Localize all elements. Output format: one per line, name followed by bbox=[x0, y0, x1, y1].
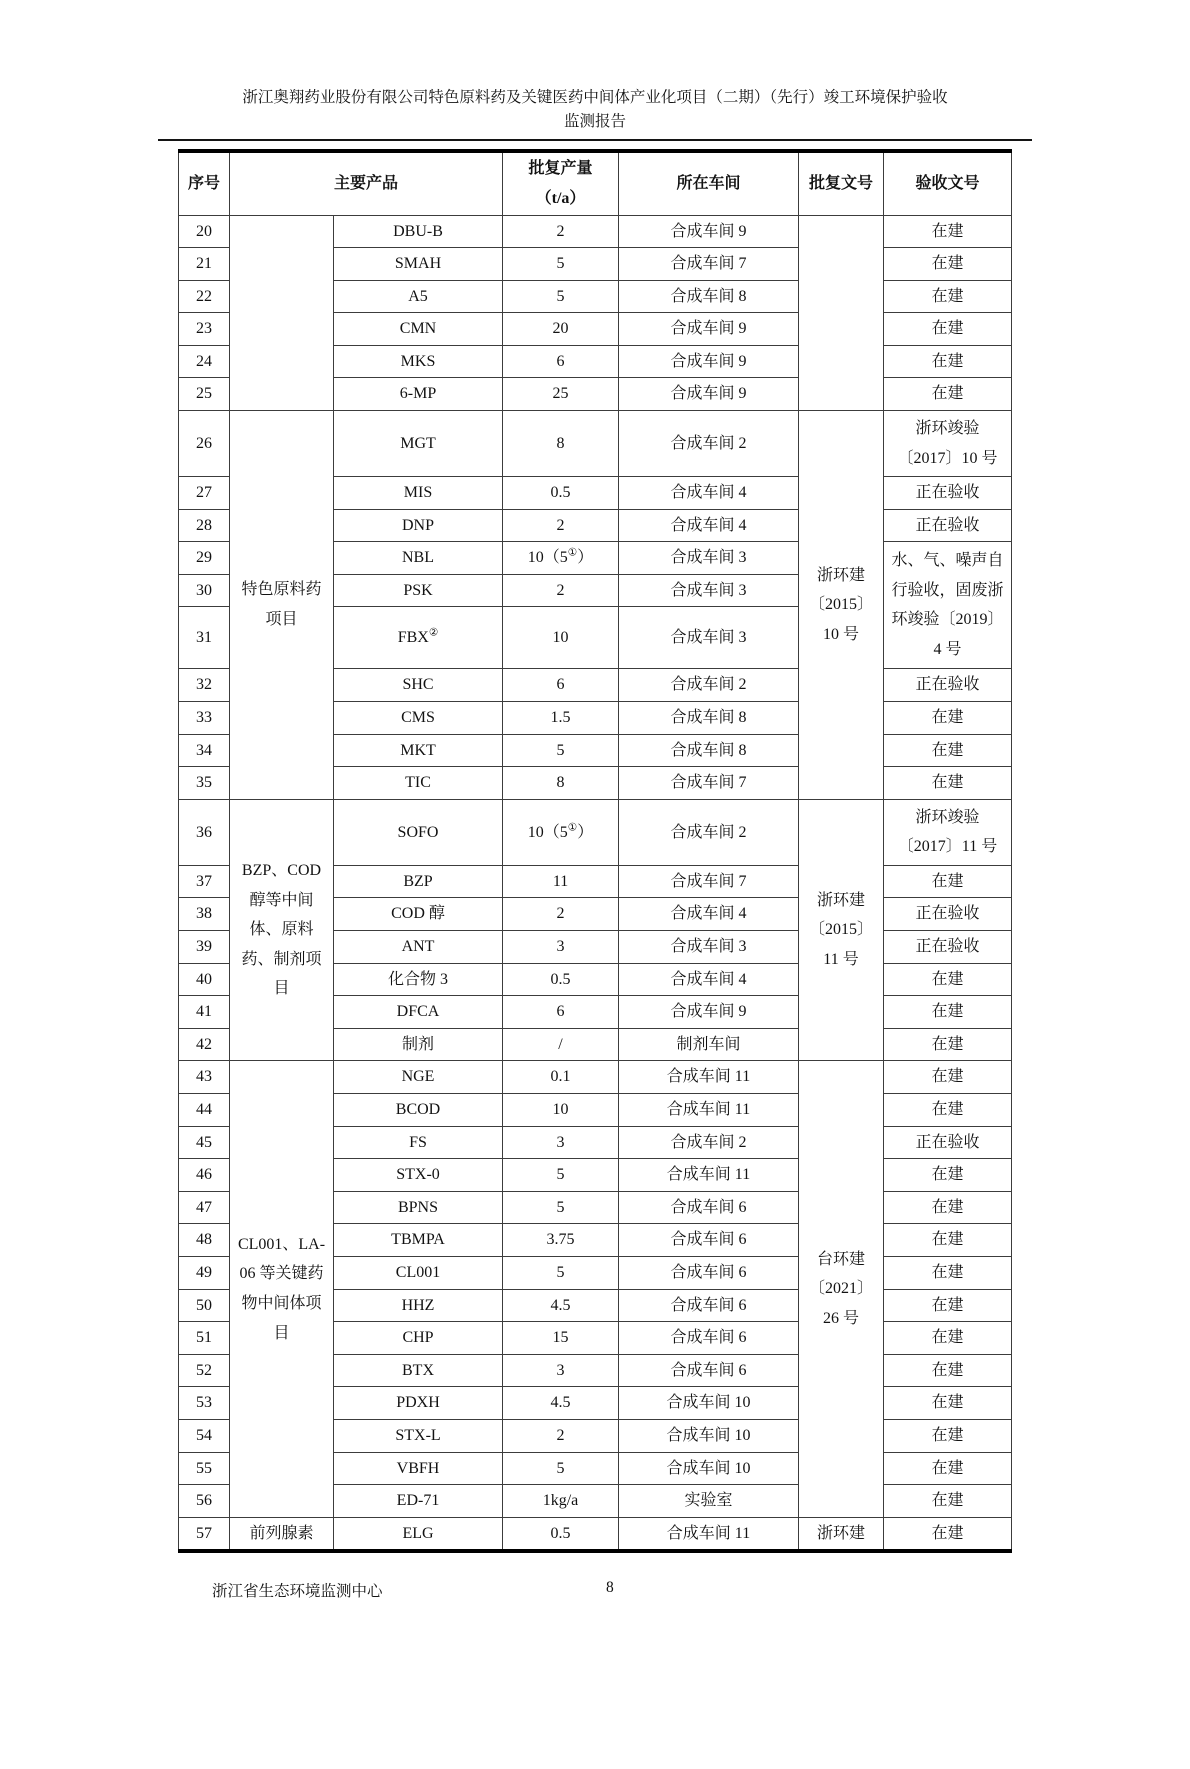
cell-workshop: 合成车间 2 bbox=[619, 1126, 799, 1159]
cell-product: 6-MP bbox=[334, 378, 503, 411]
cell-index: 33 bbox=[179, 702, 230, 735]
cell-workshop: 合成车间 2 bbox=[619, 799, 799, 865]
cell-workshop: 合成车间 4 bbox=[619, 509, 799, 542]
cell-capacity: 4.5 bbox=[503, 1289, 619, 1322]
cell-index: 35 bbox=[179, 767, 230, 800]
cell-acceptance: 在建 bbox=[884, 734, 1012, 767]
cell-acceptance: 在建 bbox=[884, 345, 1012, 378]
cell-index: 25 bbox=[179, 378, 230, 411]
cell-product: DFCA bbox=[334, 996, 503, 1029]
cell-acceptance: 在建 bbox=[884, 1191, 1012, 1224]
cell-acceptance: 在建 bbox=[884, 865, 1012, 898]
cell-capacity: 8 bbox=[503, 767, 619, 800]
cell-workshop: 合成车间 4 bbox=[619, 963, 799, 996]
cell-category-group2: 特色原料药项目 bbox=[230, 411, 334, 800]
cell-capacity: 2 bbox=[503, 898, 619, 931]
cell-product: CMS bbox=[334, 702, 503, 735]
cell-product: DNP bbox=[334, 509, 503, 542]
cell-index: 38 bbox=[179, 898, 230, 931]
cell-workshop: 合成车间 7 bbox=[619, 248, 799, 281]
cell-capacity: 4.5 bbox=[503, 1387, 619, 1420]
cell-capacity: 0.1 bbox=[503, 1061, 619, 1094]
cell-workshop: 合成车间 9 bbox=[619, 313, 799, 346]
cell-index: 30 bbox=[179, 574, 230, 607]
cell-capacity: / bbox=[503, 1028, 619, 1061]
cell-category-group3: BZP、COD 醇等中间体、原料药、制剂项目 bbox=[230, 799, 334, 1061]
cell-index: 53 bbox=[179, 1387, 230, 1420]
cell-capacity: 10（5①） bbox=[503, 799, 619, 865]
col-header-capacity bbox=[503, 151, 619, 215]
page-number: 8 bbox=[606, 1579, 614, 1597]
cell-acceptance-merged: 水、气、噪声自行验收，固废浙环竣验〔2019〕4 号 bbox=[884, 542, 1012, 669]
cell-capacity: 2 bbox=[503, 1419, 619, 1452]
cell-workshop: 合成车间 6 bbox=[619, 1224, 799, 1257]
cell-workshop: 合成车间 3 bbox=[619, 574, 799, 607]
cell-product: BCOD bbox=[334, 1093, 503, 1126]
cell-index: 43 bbox=[179, 1061, 230, 1094]
page-header bbox=[58, 86, 1132, 134]
cell-workshop: 合成车间 7 bbox=[619, 865, 799, 898]
cell-index: 44 bbox=[179, 1093, 230, 1126]
cell-acceptance: 正在验收 bbox=[884, 509, 1012, 542]
cell-acceptance: 在建 bbox=[884, 313, 1012, 346]
cell-product: BPNS bbox=[334, 1191, 503, 1224]
cell-category: 前列腺素 bbox=[230, 1517, 334, 1551]
col-header-product: 主要产品 bbox=[230, 151, 503, 215]
cell-index: 46 bbox=[179, 1159, 230, 1192]
cell-product: 化合物 3 bbox=[334, 963, 503, 996]
cell-workshop: 合成车间 8 bbox=[619, 702, 799, 735]
table-row bbox=[179, 215, 1012, 248]
cell-acceptance: 在建 bbox=[884, 1419, 1012, 1452]
cell-workshop: 合成车间 9 bbox=[619, 215, 799, 248]
cell-approval-group3: 浙环建〔2015〕11 号 bbox=[799, 799, 884, 1061]
cell-acceptance: 在建 bbox=[884, 1452, 1012, 1485]
header-rule bbox=[158, 139, 1032, 141]
cell-workshop: 合成车间 9 bbox=[619, 378, 799, 411]
cell-workshop: 合成车间 7 bbox=[619, 767, 799, 800]
cell-workshop: 合成车间 11 bbox=[619, 1517, 799, 1551]
cell-workshop: 合成车间 8 bbox=[619, 734, 799, 767]
cell-index: 47 bbox=[179, 1191, 230, 1224]
cell-workshop: 制剂车间 bbox=[619, 1028, 799, 1061]
cell-workshop: 合成车间 10 bbox=[619, 1452, 799, 1485]
cell-index: 45 bbox=[179, 1126, 230, 1159]
cell-acceptance: 在建 bbox=[884, 1028, 1012, 1061]
cell-index: 54 bbox=[179, 1419, 230, 1452]
cell-product: TIC bbox=[334, 767, 503, 800]
cell-acceptance: 浙环竣验〔2017〕10 号 bbox=[884, 411, 1012, 477]
cell-capacity: 5 bbox=[503, 1191, 619, 1224]
cell-product: PSK bbox=[334, 574, 503, 607]
page-header-line2: 监测报告 bbox=[563, 113, 626, 130]
cell-workshop: 合成车间 6 bbox=[619, 1354, 799, 1387]
cell-product: COD 醇 bbox=[334, 898, 503, 931]
col-header-capacity-line1: 批复产量 bbox=[528, 160, 593, 178]
cell-index: 52 bbox=[179, 1354, 230, 1387]
cell-capacity: 3 bbox=[503, 1126, 619, 1159]
cell-index: 51 bbox=[179, 1322, 230, 1355]
cell-acceptance: 在建 bbox=[884, 963, 1012, 996]
products-table bbox=[178, 149, 1012, 1553]
col-header-index: 序号 bbox=[179, 151, 230, 215]
cell-product: MGT bbox=[334, 411, 503, 477]
cell-product: STX-0 bbox=[334, 1159, 503, 1192]
cell-capacity: 11 bbox=[503, 865, 619, 898]
cell-index: 23 bbox=[179, 313, 230, 346]
cell-approval-group2: 浙环建〔2015〕10 号 bbox=[799, 411, 884, 800]
table-row bbox=[179, 411, 1012, 477]
cell-capacity: 0.5 bbox=[503, 963, 619, 996]
cell-capacity: 5 bbox=[503, 248, 619, 281]
cell-product: STX-L bbox=[334, 1419, 503, 1452]
cell-product: ED-71 bbox=[334, 1485, 503, 1518]
cell-acceptance: 在建 bbox=[884, 1289, 1012, 1322]
cell-index: 50 bbox=[179, 1289, 230, 1322]
cell-workshop: 合成车间 6 bbox=[619, 1256, 799, 1289]
cell-index: 31 bbox=[179, 607, 230, 669]
cell-capacity: 5 bbox=[503, 280, 619, 313]
cell-acceptance: 正在验收 bbox=[884, 669, 1012, 702]
cell-capacity: 1kg/a bbox=[503, 1485, 619, 1518]
cell-product: VBFH bbox=[334, 1452, 503, 1485]
cell-product: BZP bbox=[334, 865, 503, 898]
cell-index: 48 bbox=[179, 1224, 230, 1257]
cell-workshop: 合成车间 3 bbox=[619, 931, 799, 964]
cell-index: 32 bbox=[179, 669, 230, 702]
cell-capacity: 2 bbox=[503, 574, 619, 607]
cell-workshop: 合成车间 10 bbox=[619, 1419, 799, 1452]
footnote-mark-2: ② bbox=[428, 627, 439, 639]
cell-index: 20 bbox=[179, 215, 230, 248]
cell-capacity: 5 bbox=[503, 1256, 619, 1289]
cell-acceptance: 在建 bbox=[884, 1061, 1012, 1094]
cell-index: 42 bbox=[179, 1028, 230, 1061]
cell-capacity: 8 bbox=[503, 411, 619, 477]
cell-category-group4: CL001、LA-06 等关键药物中间体项目 bbox=[230, 1061, 334, 1517]
cell-acceptance: 在建 bbox=[884, 1485, 1012, 1518]
cell-acceptance: 正在验收 bbox=[884, 931, 1012, 964]
cell-product: DBU-B bbox=[334, 215, 503, 248]
col-header-acceptance: 验收文号 bbox=[884, 151, 1012, 215]
cell-acceptance: 正在验收 bbox=[884, 1126, 1012, 1159]
cell-product: PDXH bbox=[334, 1387, 503, 1420]
cell-acceptance: 正在验收 bbox=[884, 477, 1012, 510]
cell-product: MKT bbox=[334, 734, 503, 767]
cell-acceptance: 在建 bbox=[884, 1224, 1012, 1257]
cell-product: ANT bbox=[334, 931, 503, 964]
cell-product: A5 bbox=[334, 280, 503, 313]
cell-capacity: 5 bbox=[503, 1452, 619, 1485]
cell-workshop: 合成车间 4 bbox=[619, 898, 799, 931]
cell-acceptance: 在建 bbox=[884, 1517, 1012, 1551]
cell-approval-group1 bbox=[799, 215, 884, 411]
table-row bbox=[179, 1061, 1012, 1094]
cell-product: MKS bbox=[334, 345, 503, 378]
cell-capacity: 15 bbox=[503, 1322, 619, 1355]
cell-product: ELG bbox=[334, 1517, 503, 1551]
table-row bbox=[179, 799, 1012, 865]
cell-capacity: 3 bbox=[503, 931, 619, 964]
cell-capacity: 6 bbox=[503, 669, 619, 702]
footer-organization: 浙江省生态环境监测中心 bbox=[212, 1583, 383, 1601]
cell-acceptance: 在建 bbox=[884, 1159, 1012, 1192]
cell-acceptance: 在建 bbox=[884, 280, 1012, 313]
cell-workshop: 合成车间 9 bbox=[619, 996, 799, 1029]
cell-capacity: 3.75 bbox=[503, 1224, 619, 1257]
cell-acceptance: 在建 bbox=[884, 1256, 1012, 1289]
cell-acceptance: 在建 bbox=[884, 702, 1012, 735]
cell-product: BTX bbox=[334, 1354, 503, 1387]
cell-index: 40 bbox=[179, 963, 230, 996]
cell-approval: 浙环建 bbox=[799, 1517, 884, 1551]
cell-product: HHZ bbox=[334, 1289, 503, 1322]
cell-capacity: 10 bbox=[503, 607, 619, 669]
cell-workshop: 合成车间 8 bbox=[619, 280, 799, 313]
cell-index: 21 bbox=[179, 248, 230, 281]
cell-acceptance: 在建 bbox=[884, 215, 1012, 248]
footnote-mark-1: ① bbox=[567, 547, 578, 559]
cell-approval-group4: 台环建〔2021〕26 号 bbox=[799, 1061, 884, 1517]
table-row bbox=[179, 1517, 1012, 1551]
page-header-line1: 浙江奥翔药业股份有限公司特色原料药及关键医药中间体产业化项目（二期）（先行）竣工环境保护验收 bbox=[242, 89, 948, 106]
cell-index: 27 bbox=[179, 477, 230, 510]
cell-workshop: 合成车间 11 bbox=[619, 1061, 799, 1094]
cell-product: MIS bbox=[334, 477, 503, 510]
page-footer bbox=[178, 1579, 1011, 1601]
cell-index: 34 bbox=[179, 734, 230, 767]
cell-acceptance: 正在验收 bbox=[884, 898, 1012, 931]
cell-workshop: 合成车间 10 bbox=[619, 1387, 799, 1420]
cell-workshop: 合成车间 6 bbox=[619, 1191, 799, 1224]
cell-workshop: 合成车间 3 bbox=[619, 607, 799, 669]
cell-workshop: 合成车间 2 bbox=[619, 669, 799, 702]
cell-product: TBMPA bbox=[334, 1224, 503, 1257]
cell-product: FS bbox=[334, 1126, 503, 1159]
cell-workshop: 合成车间 2 bbox=[619, 411, 799, 477]
cell-workshop: 合成车间 11 bbox=[619, 1159, 799, 1192]
cell-product: SOFO bbox=[334, 799, 503, 865]
cell-capacity: 2 bbox=[503, 215, 619, 248]
cell-capacity: 5 bbox=[503, 1159, 619, 1192]
cell-index: 41 bbox=[179, 996, 230, 1029]
cell-acceptance: 在建 bbox=[884, 248, 1012, 281]
cell-index: 37 bbox=[179, 865, 230, 898]
cell-workshop: 合成车间 11 bbox=[619, 1093, 799, 1126]
cell-index: 56 bbox=[179, 1485, 230, 1518]
cell-index: 24 bbox=[179, 345, 230, 378]
cell-capacity: 6 bbox=[503, 996, 619, 1029]
cell-index: 39 bbox=[179, 931, 230, 964]
cell-capacity: 1.5 bbox=[503, 702, 619, 735]
cell-product: CHP bbox=[334, 1322, 503, 1355]
cell-acceptance: 浙环竣验〔2017〕11 号 bbox=[884, 799, 1012, 865]
cell-workshop: 合成车间 3 bbox=[619, 542, 799, 575]
cell-capacity: 10（5①） bbox=[503, 542, 619, 575]
cell-product: SHC bbox=[334, 669, 503, 702]
header-row bbox=[179, 151, 1012, 215]
cell-acceptance: 在建 bbox=[884, 1322, 1012, 1355]
cell-acceptance: 在建 bbox=[884, 767, 1012, 800]
cell-product: NGE bbox=[334, 1061, 503, 1094]
cell-product: FBX② bbox=[334, 607, 503, 669]
col-header-approval: 批复文号 bbox=[799, 151, 884, 215]
cell-product: CMN bbox=[334, 313, 503, 346]
cell-index: 55 bbox=[179, 1452, 230, 1485]
cell-index: 49 bbox=[179, 1256, 230, 1289]
cell-product: 制剂 bbox=[334, 1028, 503, 1061]
cell-workshop: 合成车间 6 bbox=[619, 1289, 799, 1322]
cell-acceptance: 在建 bbox=[884, 996, 1012, 1029]
cell-product: NBL bbox=[334, 542, 503, 575]
col-header-capacity-line2: （t/a） bbox=[535, 189, 586, 207]
cell-capacity: 20 bbox=[503, 313, 619, 346]
cell-workshop: 合成车间 6 bbox=[619, 1322, 799, 1355]
cell-acceptance: 在建 bbox=[884, 1093, 1012, 1126]
cell-capacity: 2 bbox=[503, 509, 619, 542]
cell-capacity: 0.5 bbox=[503, 1517, 619, 1551]
cell-capacity: 0.5 bbox=[503, 477, 619, 510]
cell-product: CL001 bbox=[334, 1256, 503, 1289]
col-header-workshop: 所在车间 bbox=[619, 151, 799, 215]
cell-index: 57 bbox=[179, 1517, 230, 1551]
cell-capacity: 6 bbox=[503, 345, 619, 378]
cell-workshop: 实验室 bbox=[619, 1485, 799, 1518]
cell-index: 29 bbox=[179, 542, 230, 575]
footnote-mark-1: ① bbox=[567, 822, 578, 834]
cell-index: 26 bbox=[179, 411, 230, 477]
cell-capacity: 5 bbox=[503, 734, 619, 767]
cell-index: 36 bbox=[179, 799, 230, 865]
cell-acceptance: 在建 bbox=[884, 378, 1012, 411]
cell-capacity: 10 bbox=[503, 1093, 619, 1126]
cell-acceptance: 在建 bbox=[884, 1354, 1012, 1387]
cell-index: 22 bbox=[179, 280, 230, 313]
cell-category-group1 bbox=[230, 215, 334, 411]
cell-index: 28 bbox=[179, 509, 230, 542]
cell-workshop: 合成车间 9 bbox=[619, 345, 799, 378]
cell-workshop: 合成车间 4 bbox=[619, 477, 799, 510]
cell-capacity: 3 bbox=[503, 1354, 619, 1387]
cell-product: SMAH bbox=[334, 248, 503, 281]
cell-capacity: 25 bbox=[503, 378, 619, 411]
cell-acceptance: 在建 bbox=[884, 1387, 1012, 1420]
